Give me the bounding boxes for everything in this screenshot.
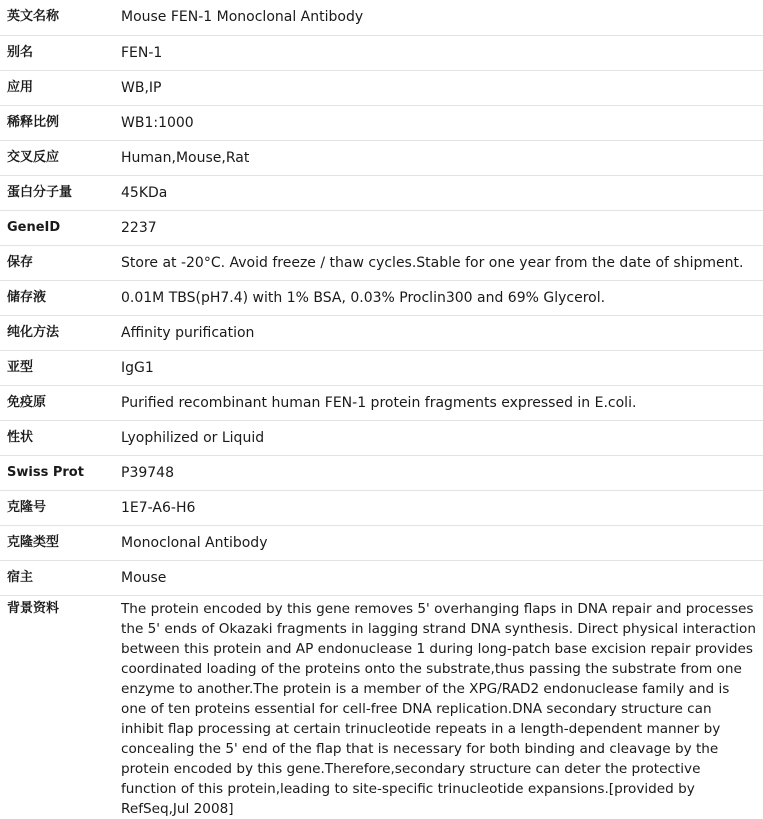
spec-label: 稀释比例 bbox=[0, 105, 121, 140]
spec-value: 0.01M TBS(pH7.4) with 1% BSA, 0.03% Proclin300 and 69% Glycerol. bbox=[121, 280, 763, 315]
spec-label: 背景资料 bbox=[7, 600, 60, 616]
spec-value: P39748 bbox=[121, 455, 763, 490]
spec-row-isotype bbox=[0, 350, 763, 385]
spec-label: Swiss Prot bbox=[0, 455, 121, 490]
spec-label: 亚型 bbox=[0, 350, 121, 385]
spec-row-swiss-prot bbox=[0, 455, 763, 490]
spec-row-dilution bbox=[0, 105, 763, 140]
spec-value: WB1:1000 bbox=[121, 105, 763, 140]
spec-value: Purified recombinant human FEN-1 protein fragments expressed in E.coli. bbox=[121, 385, 763, 420]
spec-label: 宿主 bbox=[0, 560, 121, 595]
spec-value: FEN-1 bbox=[121, 35, 763, 70]
spec-row-background bbox=[0, 595, 763, 819]
spec-row-storage bbox=[0, 245, 763, 280]
spec-label: 保存 bbox=[0, 245, 121, 280]
spec-value-background: The protein encoded by this gene removes 5' overhanging flaps in DNA repair and processes the 5' ends of Okazaki fragments in lagging strand DNA synthesis. Direct physical interaction between this protein and AP endonuclease 1 during long-patch base excision repair provides coordinated loading of the proteins onto the substrate,thus passing the substrate from one enzyme to another.The protein is a member of the XPG/RAD2 endonuclease family and is one of ten proteins essential for cell-free DNA replication.DNA secondary structure can inhibit flap processing at certain trinucleotide repeats in a length-dependent manner by concealing the 5' end of the flap that is necessary for both binding and cleavage by the protein encoded by this gene.Therefore,secondary structure can deter the protective function of this protein,leading to site-specific trinucleotide expansions.[provided by RefSeq,Jul 2008] bbox=[121, 600, 756, 817]
spec-value: Store at -20°C. Avoid freeze / thaw cycles.Stable for one year from the date of shipment. bbox=[121, 245, 763, 280]
spec-label: 英文名称 bbox=[0, 0, 121, 35]
spec-row-molecular-weight bbox=[0, 175, 763, 210]
spec-label: 免疫原 bbox=[0, 385, 121, 420]
spec-label: 克隆类型 bbox=[0, 525, 121, 560]
spec-label: 别名 bbox=[0, 35, 121, 70]
spec-value: Mouse FEN-1 Monoclonal Antibody bbox=[121, 0, 763, 35]
spec-row-clone-number bbox=[0, 490, 763, 525]
spec-label: 性状 bbox=[0, 420, 121, 455]
spec-value: WB,IP bbox=[121, 70, 763, 105]
spec-row-gene-id bbox=[0, 210, 763, 245]
spec-value: 2237 bbox=[121, 210, 763, 245]
spec-label: 应用 bbox=[0, 70, 121, 105]
spec-row-english-name bbox=[0, 0, 763, 35]
spec-row-application bbox=[0, 70, 763, 105]
spec-value: 1E7-A6-H6 bbox=[121, 490, 763, 525]
spec-row-buffer bbox=[0, 280, 763, 315]
spec-row-clonality bbox=[0, 525, 763, 560]
spec-row-host bbox=[0, 560, 763, 595]
spec-row-purification bbox=[0, 315, 763, 350]
spec-value: Mouse bbox=[121, 560, 763, 595]
spec-label: 蛋白分子量 bbox=[0, 175, 121, 210]
spec-label: GeneID bbox=[0, 210, 121, 245]
spec-label: 交叉反应 bbox=[0, 140, 121, 175]
spec-row-immunogen bbox=[0, 385, 763, 420]
spec-label: 纯化方法 bbox=[0, 315, 121, 350]
spec-value: Monoclonal Antibody bbox=[121, 525, 763, 560]
spec-row-reactivity bbox=[0, 140, 763, 175]
spec-value: 45KDa bbox=[121, 175, 763, 210]
spec-label: 储存液 bbox=[0, 280, 121, 315]
spec-row-form bbox=[0, 420, 763, 455]
spec-value: IgG1 bbox=[121, 350, 763, 385]
spec-value: Lyophilized or Liquid bbox=[121, 420, 763, 455]
spec-value: Human,Mouse,Rat bbox=[121, 140, 763, 175]
spec-label: 克隆号 bbox=[0, 490, 121, 525]
spec-value: Affinity purification bbox=[121, 315, 763, 350]
spec-row-alias bbox=[0, 35, 763, 70]
